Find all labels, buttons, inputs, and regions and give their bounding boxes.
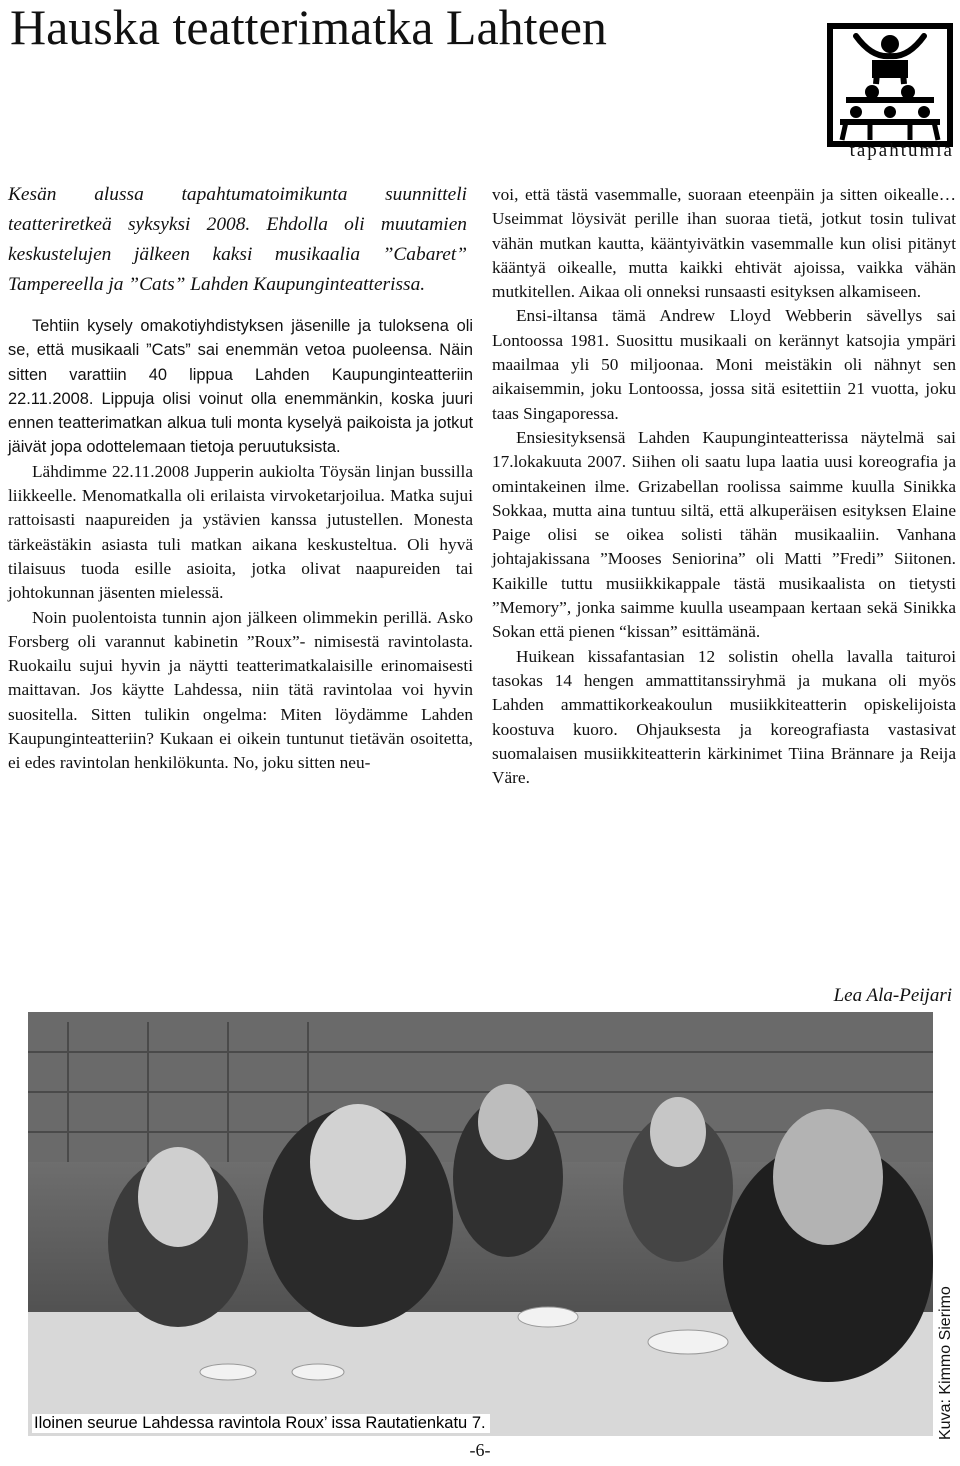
body-paragraph: Tehtiin kysely omakotiyhdistyksen jäsenille ja tuloksena oli se, että musikaali ”Cats” sai enemmän vetoa puoleensa. Näin sitten varattiin 40 lippua Lahden Kaupunginteatteriin 22.11.2008. Lippuja olisi voinut olla enemmänkin, koska juuri ennen teatterimatkan alkua tuli monta kyselyä paikoista ja jotkut jäivät jopa odottelemaan tietoja peruutuksista. xyxy=(8,317,473,457)
body-paragraph: Noin puolentoista tunnin ajon jälkeen olimmekin perillä. Asko Forsberg oli varannut kabinetin ”Roux”- nimisestä ravintolasta. Ruokailu sujui hyvin ja näytti teatterimatkalaisille erinomaisesti maittavan. Jos käytte Lahdessa, niin tätä ravintolaa voi hyvin suositella. Sitten tulikin ongelma: Miten löydämme Lahden Kaupunginteatteriin? Kukaan ei oikein tuntunut tietävän osoitetta, ei edes ravintolan henkilökunta. No, joku sitten neu- xyxy=(8,607,473,773)
photo-caption: Iloinen seurue Lahdessa ravintola Roux’ issa Rautatienkatu 7. xyxy=(32,1414,490,1433)
restaurant-photo xyxy=(28,1012,933,1436)
article-author: Lea Ala-Peijari xyxy=(833,985,952,1006)
lead-paragraph: Kesän alussa tapahtumatoimikunta suunnitteli teatteriretkeä syksyksi 2008. Ehdolla oli muutamien keskustelujen jälkeen kaksi musikaalia ”Cabaret” Tampereella ja ”Cats” Lahden Kaupunginteatterissa. xyxy=(8,184,467,295)
body-paragraph: Lähdimme 22.11.2008 Jupperin aukiolta Töysän linjan bussilla liikkeelle. Menomatkalla oli erilaista virvoketarjoilua. Matka sujui rattoisasti naapureiden ja ystävien kanssa jutustellen. Monesta tärkeästäkin asiasta tuli matkan aikana keskusteltua. Oli hyvä tilaisuus tuoda esille asioita, jotka olivat naapureiden tai johtokunnan jäsenten mielessä. xyxy=(8,461,473,603)
photo-credit: Kuva: Kimmo Sierimo xyxy=(937,1286,954,1440)
article-title: Hauska teatterimatka Lahteen xyxy=(10,0,607,55)
left-column xyxy=(8,180,473,776)
right-column xyxy=(492,183,956,790)
body-paragraph: Ensi-iltansa tämä Andrew Lloyd Webberin sävellys sai Lontoossa 1981. Suosittu musikaali on kerännyt katsojia ympäri maailmaa yli 50 miljoonaa. Moni meistäkin oli nähnyt sen aikaisemmin, joku Lontoossa, jossa sitä esitettiin 21 vuotta, joku taas Singaporessa. xyxy=(492,306,956,423)
body-paragraph: Huikean kissafantasian 12 solistin ohella lavalla taituroi tasokas 14 hengen ammattitanssiryhmä ja mukana oli myös Lahden ammattikorkeakoulun musiikkiteatterin opiskelijoista koostuva kuoro. Ohjauksesta ja koreografiasta vastasivat suomalaisen musiikkiteatterin kärkinimet Tiina Brännare ja Reija Väre. xyxy=(492,646,956,788)
page-number: -6- xyxy=(469,1440,491,1460)
logo-caption: tapahtumia xyxy=(849,140,954,161)
body-paragraph: voi, että tästä vasemmalle, suoraan eteenpäin ja sitten oikealle… Useimmat löysivät perille ihan suoraa tietä, jotkut tosin tulivat vähän mutkan kautta, kääntyivätkin vasemmalle kun olisi pitänyt kääntyä oikealle, mutta kaikki ehtivät ajoissa, vaikka vähän mutkitellen. Aikaa oli onneksi runsaasti esityksen alkamiseen. xyxy=(492,185,956,302)
body-paragraph: Ensiesityksensä Lahden Kaupunginteatterissa näytelmä sai 17.lokakuuta 2007. Siihen oli saatu lupa laatia uusi koreografia ja omintakeinen ilme. Grizabellan roolissa saimme kuulla Sinikka Sokkaa, mutta aina tuntuu siltä, että alkuperäisen esityksen Elaine Paige olisi se oikea solisti tähän musikaaliin. Vanhana johtajakissana ”Mooses Seniorina” oli Matti ”Fredi” Siitonen. Kaikille tuttu musiikkikappale tästä musikaalista on tietysti ”Memory”, jonka saimme kuulla useampaan kertaan sekä Sinikka Sokan että pienen “kissan” esittämänä. xyxy=(492,427,956,642)
